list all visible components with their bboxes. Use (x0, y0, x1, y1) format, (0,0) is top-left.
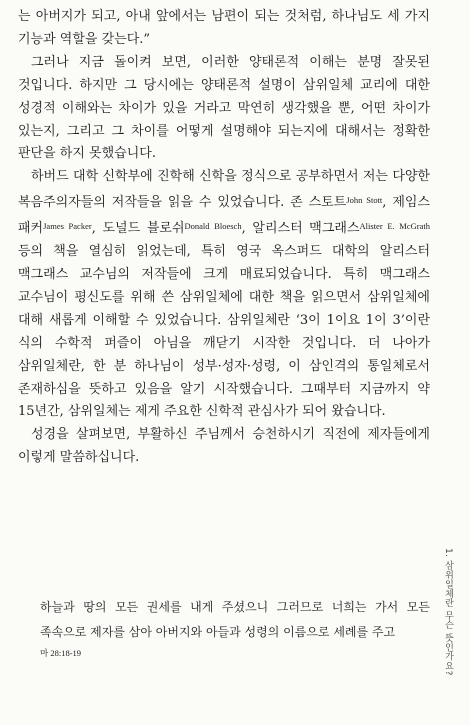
paragraph-scripture-intro: 성경을 살펴보면, 부활하신 주님께서 승천하시기 직전에 제자들에게 이렇게 말씀하십니다. (18, 427, 430, 466)
scripture-reference: 마 28:18-19 (40, 648, 82, 658)
paragraph-harvard-rest: 등의 책을 열심히 읽었는데, 특히 영국 옥스퍼드 대학의 알리스터 맥그래스 교수님의 저작들에 크게 매료되었습니다. 특히 맥그래스 교수님이 평신도를 위해 쓴 삼위일체에 대한 책을 읽으면서 삼위일체에 대해 새롭게 이해할 수 있었습니다. 삼위일체란 ‘3이 1이요 1이 3’이란 식의 수학적 퍼즐이 아님을 깨닫기 시작한 것입니다. 더 나아가 삼위일체란, 한 분 하나님이 성부·성자·성령, 이 삼인격의 통일체로서 존재하심을 뜻하고 있음을 알기 시작했습니다. 그때부터 지금까지 약 15년간, 삼위일체는 제게 주요한 신학적 관심사가 되어 왔습니다. (18, 244, 430, 420)
paragraph-harvard (18, 166, 430, 424)
paragraph-harvard-text: , 알리스터 맥그래스 (241, 221, 360, 237)
paragraph-continued: 는 아버지가 되고, 아내 앞에서는 남편이 되는 것처럼, 하나님도 세 가지 기능과 역할을 갖는다.” (18, 9, 430, 47)
paragraph-harvard-text: , 제임스 패커 (18, 195, 430, 237)
scripture-quote (40, 595, 430, 661)
paragraph-harvard-intro: 하버드 대학 신학부에 진학해 신학을 정식으로 공부하면서 저는 다양한 복음주의자들의 저작들을 읽을 수 있었습니다. 존 스토트 (18, 169, 430, 211)
running-head: 1. 삼위일체란 무슨 뜻인가요? (443, 548, 453, 676)
name-annotation-packer: James Packer (43, 221, 92, 232)
body-text (18, 6, 430, 470)
name-annotation-stott: John Stott (346, 195, 383, 206)
paragraph-modalism: 그러나 지금 돌이켜 보면, 이러한 양태론적 이해는 분명 잘못된 것입니다. 하지만 그 당시에는 양태론적 설명이 삼위일체 교리에 대한 성경적 이해와는 차이가 있을 거라고 막연히 생각했을 뿐, 어떤 차이가 있는지, 그리고 그 차이를 어떻게 설명해야 되는지에 대해서는 정확한 판단을 하지 못했습니다. (18, 54, 430, 162)
scripture-quote-text: 하늘과 땅의 모든 권세를 내게 주셨으니 그러므로 너희는 가서 모든 족속으로 제자를 삼아 아버지와 아들과 성령의 이름으로 세례를 주고 (40, 600, 430, 639)
name-annotation-bloesch: Donald Bloesch (184, 221, 242, 232)
name-annotation-mcgrath: Alister E. McGrath (359, 221, 430, 232)
paragraph-harvard-text: , 도널드 블로쉬 (91, 221, 185, 237)
